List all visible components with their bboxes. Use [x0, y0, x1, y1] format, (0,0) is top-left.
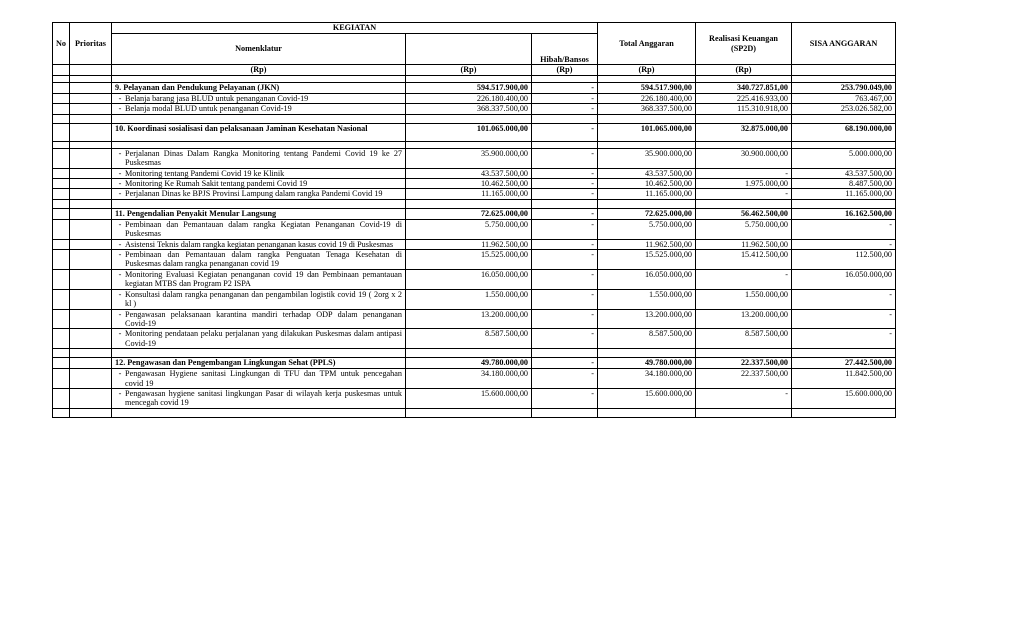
prioritas-cell [70, 358, 112, 369]
empty-cell [406, 408, 532, 417]
sisa-cell: 16.050.000,00 [792, 269, 896, 289]
no-cell [53, 269, 70, 289]
unit-cell [53, 65, 70, 76]
empty-cell [696, 141, 792, 148]
empty-cell [532, 76, 598, 83]
no-cell [53, 369, 70, 389]
unit-nomenklatur: (Rp) [112, 65, 406, 76]
unit-cell [70, 65, 112, 76]
no-cell [53, 123, 70, 141]
empty-cell [70, 114, 112, 123]
bullet-dash: - [118, 250, 122, 260]
total-cell: 16.050.000,00 [598, 269, 696, 289]
program-name: 12. Pengawasan dan Pengembangan Lingkungan Sehat (PPLS) [112, 358, 406, 369]
empty-cell [70, 199, 112, 208]
total-cell: 43.537.500,00 [598, 168, 696, 178]
empty-cell [696, 349, 792, 358]
total-cell: 5.750.000,00 [598, 219, 696, 239]
activity-row [53, 309, 896, 329]
sisa-cell: 27.442.500,00 [792, 358, 896, 369]
empty-cell [53, 408, 70, 417]
activity-row [53, 104, 896, 114]
hibah-cell: - [532, 168, 598, 178]
empty-cell [598, 199, 696, 208]
empty-cell [598, 349, 696, 358]
prioritas-cell [70, 219, 112, 239]
empty-cell [598, 114, 696, 123]
hibah-cell: - [532, 239, 598, 249]
nilai-cell: 101.065.000,00 [406, 123, 532, 141]
activity-label: Pengawasan pelaksanaan karantina mandiri terhadap ODP dalam penanganan Covid-19 [125, 309, 403, 328]
hibah-cell: - [532, 148, 598, 168]
activity-name [112, 369, 406, 389]
spacer-row [53, 349, 896, 358]
hibah-cell: - [532, 388, 598, 408]
total-cell: 11.962.500,00 [598, 239, 696, 249]
empty-cell [53, 141, 70, 148]
activity-name [112, 309, 406, 329]
bullet-dash: - [118, 239, 122, 249]
sisa-cell: - [792, 309, 896, 329]
no-cell [53, 189, 70, 199]
prioritas-cell [70, 309, 112, 329]
empty-cell [696, 76, 792, 83]
empty-cell [53, 199, 70, 208]
activity-name [112, 189, 406, 199]
sisa-cell: 8.487.500,00 [792, 179, 896, 189]
bullet-dash: - [118, 269, 122, 279]
activity-label: Monitoring Ke Rumah Sakit tentang pandemi Covid 19 [125, 179, 308, 189]
hibah-cell: - [532, 289, 598, 309]
total-cell: 10.462.500,00 [598, 179, 696, 189]
no-cell [53, 289, 70, 309]
empty-cell [598, 141, 696, 148]
nilai-cell: 226.180.400,00 [406, 94, 532, 104]
empty-cell [696, 199, 792, 208]
activity-label: Belanja barang jasa BLUD untuk penanganan Covid-19 [125, 94, 309, 103]
activity-name [112, 329, 406, 349]
empty-cell [53, 114, 70, 123]
realisasi-cell: 8.587.500,00 [696, 329, 792, 349]
empty-cell [792, 349, 896, 358]
empty-cell [70, 349, 112, 358]
realisasi-cell: 225.416.933,00 [696, 94, 792, 104]
sisa-cell: - [792, 219, 896, 239]
activity-name [112, 104, 406, 114]
no-cell [53, 358, 70, 369]
activity-label: Asistensi Teknis dalam rangka kegiatan penanganan kasus covid 19 di Puskesmas [125, 239, 394, 249]
total-cell: 72.625.000,00 [598, 208, 696, 219]
program-name: 9. Pelayanan dan Pendukung Pelayanan (JKN) [112, 83, 406, 94]
no-cell [53, 250, 70, 270]
hibah-cell: - [532, 189, 598, 199]
prioritas-cell [70, 250, 112, 270]
realisasi-cell: 30.900.000,00 [696, 148, 792, 168]
activity-label: Pembinaan dan Pemantauan dalam rangka Penguatan Tenaga Kesehatan di Puskesmas dalam rangka penanganan covid 19 [125, 250, 403, 269]
prioritas-cell [70, 329, 112, 349]
realisasi-cell: 32.875.000,00 [696, 123, 792, 141]
empty-cell [792, 76, 896, 83]
spacer-row [53, 114, 896, 123]
sisa-cell: 253.790.049,00 [792, 83, 896, 94]
prioritas-cell [70, 208, 112, 219]
empty-cell [696, 408, 792, 417]
activity-row [53, 179, 896, 189]
prioritas-cell [70, 289, 112, 309]
activity-row [53, 219, 896, 239]
realisasi-cell: 1.550.000,00 [696, 289, 792, 309]
activity-name [112, 289, 406, 309]
prioritas-cell [70, 94, 112, 104]
hibah-cell: - [532, 329, 598, 349]
nilai-cell: 15.600.000,00 [406, 388, 532, 408]
activity-label: Pengawasan hygiene sanitasi lingkungan Pasar di wilayah kerja puskesmas untuk mencegah covid 19 [125, 388, 403, 408]
empty-cell [70, 76, 112, 83]
activity-row [53, 189, 896, 199]
bullet-dash: - [118, 189, 122, 199]
activity-label: Perjalanan Dinas ke BPJS Provinsi Lampung dalam rangka Pandemi Covid 19 [125, 189, 383, 199]
activity-label: Monitoring pendataan pelaku perjalanan yang dilakukan Puskesmas dalam antipasi Covid-19 [125, 329, 403, 348]
empty-cell [792, 408, 896, 417]
hibah-cell: - [532, 94, 598, 104]
activity-row [53, 148, 896, 168]
sisa-cell: 16.162.500,00 [792, 208, 896, 219]
nilai-cell: 5.750.000,00 [406, 219, 532, 239]
empty-cell [112, 349, 406, 358]
activity-name [112, 250, 406, 270]
prioritas-cell [70, 369, 112, 389]
hibah-cell: - [532, 269, 598, 289]
bullet-dash: - [118, 219, 122, 229]
col-sisa-header: SISA ANGGARAN [792, 23, 896, 65]
unit-sisa [792, 65, 896, 76]
bullet-dash: - [118, 369, 122, 379]
spacer-row [53, 76, 896, 83]
prioritas-cell [70, 189, 112, 199]
realisasi-cell: 56.462.500,00 [696, 208, 792, 219]
empty-cell [70, 141, 112, 148]
total-cell: 15.600.000,00 [598, 388, 696, 408]
nilai-cell: 11.165.000,00 [406, 189, 532, 199]
nilai-cell: 1.550.000,00 [406, 289, 532, 309]
bullet-dash: - [118, 104, 122, 114]
spacer-row [53, 199, 896, 208]
empty-cell [406, 114, 532, 123]
empty-cell [112, 76, 406, 83]
activity-label: Monitoring Evaluasi Kegiatan penanganan covid 19 dan Pembinaan pemantauan kegiatan MTBS dan Program P2 ISPA [125, 269, 403, 289]
bullet-dash: - [118, 168, 122, 178]
total-cell: 15.525.000,00 [598, 250, 696, 270]
nilai-cell: 11.962.500,00 [406, 239, 532, 249]
activity-row [53, 388, 896, 408]
empty-cell [792, 199, 896, 208]
table-body [53, 76, 896, 418]
activity-row [53, 168, 896, 178]
program-row [53, 123, 896, 141]
program-name: 10. Koordinasi sosialisasi dan pelaksanaan Jaminan Kesehatan Nasional [112, 123, 406, 141]
activity-name [112, 219, 406, 239]
sisa-cell: 5.000.000,00 [792, 148, 896, 168]
activity-row [53, 289, 896, 309]
nilai-cell: 8.587.500,00 [406, 329, 532, 349]
hibah-cell: - [532, 123, 598, 141]
no-cell [53, 239, 70, 249]
bullet-dash: - [118, 388, 122, 398]
bullet-dash: - [118, 329, 122, 339]
empty-cell [532, 114, 598, 123]
spacer-row [53, 141, 896, 148]
no-cell [53, 104, 70, 114]
sisa-cell: 11.842.500,00 [792, 369, 896, 389]
unit-realisasi: (Rp) [696, 65, 792, 76]
nilai-cell: 34.180.000,00 [406, 369, 532, 389]
activity-label: Monitoring tentang Pandemi Covid 19 ke Klinik [125, 168, 285, 178]
no-cell [53, 388, 70, 408]
activity-row [53, 329, 896, 349]
hibah-cell: - [532, 250, 598, 270]
realisasi-cell: 11.962.500,00 [696, 239, 792, 249]
empty-cell [406, 76, 532, 83]
activity-name [112, 239, 406, 249]
empty-cell [792, 114, 896, 123]
prioritas-cell [70, 239, 112, 249]
nilai-cell: 72.625.000,00 [406, 208, 532, 219]
col-nomenklatur-header: Nomenklatur [112, 34, 406, 65]
empty-cell [598, 408, 696, 417]
nilai-cell: 35.900.000,00 [406, 148, 532, 168]
activity-name [112, 179, 406, 189]
realisasi-cell: 5.750.000,00 [696, 219, 792, 239]
total-cell: 594.517.900,00 [598, 83, 696, 94]
activity-label: Pengawasan Hygiene sanitasi Lingkungan di TFU dan TPM untuk pencegahan covid 19 [125, 369, 403, 388]
total-cell: 8.587.500,00 [598, 329, 696, 349]
empty-cell [112, 114, 406, 123]
realisasi-cell: 13.200.000,00 [696, 309, 792, 329]
no-cell [53, 148, 70, 168]
sisa-cell: - [792, 289, 896, 309]
no-cell [53, 83, 70, 94]
budget-table [52, 22, 896, 418]
activity-row [53, 369, 896, 389]
nilai-cell: 10.462.500,00 [406, 179, 532, 189]
activity-row [53, 239, 896, 249]
sisa-cell: - [792, 239, 896, 249]
sisa-cell: 43.537.500,00 [792, 168, 896, 178]
col-realisasi-header: Realisasi Keuangan (SP2D) [696, 23, 792, 65]
hibah-cell: - [532, 369, 598, 389]
hibah-cell: - [532, 179, 598, 189]
empty-cell [406, 349, 532, 358]
empty-cell [53, 349, 70, 358]
col-prioritas-header: Prioritas [70, 23, 112, 65]
total-cell: 49.780.000,00 [598, 358, 696, 369]
nilai-cell: 594.517.900,00 [406, 83, 532, 94]
realisasi-cell: 340.727.851,00 [696, 83, 792, 94]
activity-name [112, 148, 406, 168]
nilai-cell: 368.337.500,00 [406, 104, 532, 114]
empty-cell [598, 76, 696, 83]
prioritas-cell [70, 83, 112, 94]
sisa-cell: 11.165.000,00 [792, 189, 896, 199]
nilai-cell: 15.525.000,00 [406, 250, 532, 270]
col-kegiatan-header: KEGIATAN [112, 23, 598, 34]
total-cell: 13.200.000,00 [598, 309, 696, 329]
sisa-cell: 253.026.582,00 [792, 104, 896, 114]
no-cell [53, 208, 70, 219]
unit-total: (Rp) [598, 65, 696, 76]
empty-cell [532, 199, 598, 208]
empty-cell [53, 76, 70, 83]
activity-name [112, 388, 406, 408]
empty-cell [112, 141, 406, 148]
activity-label: Belanja modal BLUD untuk penanganan Covid-19 [125, 104, 292, 114]
activity-name [112, 168, 406, 178]
empty-cell [532, 141, 598, 148]
total-cell: 34.180.000,00 [598, 369, 696, 389]
hibah-cell: - [532, 208, 598, 219]
empty-cell [112, 199, 406, 208]
hibah-cell: - [532, 219, 598, 239]
empty-cell [406, 199, 532, 208]
sisa-cell: 68.190.000,00 [792, 123, 896, 141]
activity-label: Pembinaan dan Pemantauan dalam rangka Kegiatan Penanganan Covid-19 di Puskesmas [125, 219, 403, 239]
no-cell [53, 309, 70, 329]
activity-label: Konsultasi dalam rangka penanganan dan pengambilan logistik covid 19 ( 2org x 2 kl ) [125, 289, 403, 309]
hibah-cell: - [532, 104, 598, 114]
realisasi-cell: - [696, 189, 792, 199]
prioritas-cell [70, 168, 112, 178]
sisa-cell: - [792, 329, 896, 349]
hibah-cell: - [532, 83, 598, 94]
col-nilai-header [406, 34, 532, 65]
table-header [53, 23, 896, 76]
total-cell: 226.180.400,00 [598, 94, 696, 104]
prioritas-cell [70, 179, 112, 189]
activity-row [53, 250, 896, 270]
activity-label: Perjalanan Dinas Dalam Rangka Monitoring tentang Pandemi Covid 19 ke 27 Puskesmas [125, 148, 403, 168]
nilai-cell: 49.780.000,00 [406, 358, 532, 369]
program-row [53, 358, 896, 369]
no-cell [53, 219, 70, 239]
no-cell [53, 329, 70, 349]
bullet-dash: - [118, 179, 122, 189]
bullet-dash: - [118, 94, 122, 103]
no-cell [53, 94, 70, 104]
realisasi-cell: 15.412.500,00 [696, 250, 792, 270]
col-total-header: Total Anggaran [598, 23, 696, 65]
empty-cell [792, 141, 896, 148]
no-cell [53, 179, 70, 189]
empty-cell [532, 408, 598, 417]
empty-cell [406, 141, 532, 148]
total-cell: 368.337.500,00 [598, 104, 696, 114]
total-cell: 11.165.000,00 [598, 189, 696, 199]
nilai-cell: 43.537.500,00 [406, 168, 532, 178]
total-cell: 1.550.000,00 [598, 289, 696, 309]
bullet-dash: - [118, 289, 122, 299]
empty-cell [70, 408, 112, 417]
realisasi-cell: 22.337.500,00 [696, 358, 792, 369]
hibah-cell: - [532, 358, 598, 369]
sisa-cell: 15.600.000,00 [792, 388, 896, 408]
prioritas-cell [70, 104, 112, 114]
activity-row [53, 269, 896, 289]
nilai-cell: 16.050.000,00 [406, 269, 532, 289]
bullet-dash: - [118, 309, 122, 319]
bullet-dash: - [118, 148, 122, 158]
prioritas-cell [70, 123, 112, 141]
unit-nilai: (Rp) [406, 65, 532, 76]
sisa-cell: 112.500,00 [792, 250, 896, 270]
realisasi-cell: 1.975.000,00 [696, 179, 792, 189]
program-row [53, 83, 896, 94]
realisasi-cell: - [696, 388, 792, 408]
realisasi-cell: - [696, 168, 792, 178]
program-row [53, 208, 896, 219]
empty-cell [696, 114, 792, 123]
realisasi-cell: - [696, 269, 792, 289]
hibah-cell: - [532, 309, 598, 329]
activity-row [53, 94, 896, 104]
prioritas-cell [70, 148, 112, 168]
total-cell: 101.065.000,00 [598, 123, 696, 141]
realisasi-cell: 115.310.918,00 [696, 104, 792, 114]
activity-name [112, 94, 406, 104]
total-cell: 35.900.000,00 [598, 148, 696, 168]
program-name: 11. Pengendalian Penyakit Menular Langsung [112, 208, 406, 219]
unit-hibah: (Rp) [532, 65, 598, 76]
empty-cell [112, 408, 406, 417]
activity-name [112, 269, 406, 289]
prioritas-cell [70, 269, 112, 289]
prioritas-cell [70, 388, 112, 408]
empty-cell [532, 349, 598, 358]
no-cell [53, 168, 70, 178]
realisasi-cell: 22.337.500,00 [696, 369, 792, 389]
col-hibah-header: Hibah/Bansos [532, 34, 598, 65]
nilai-cell: 13.200.000,00 [406, 309, 532, 329]
sisa-cell: 763.467,00 [792, 94, 896, 104]
col-no-header: No [53, 23, 70, 65]
spacer-row [53, 408, 896, 417]
